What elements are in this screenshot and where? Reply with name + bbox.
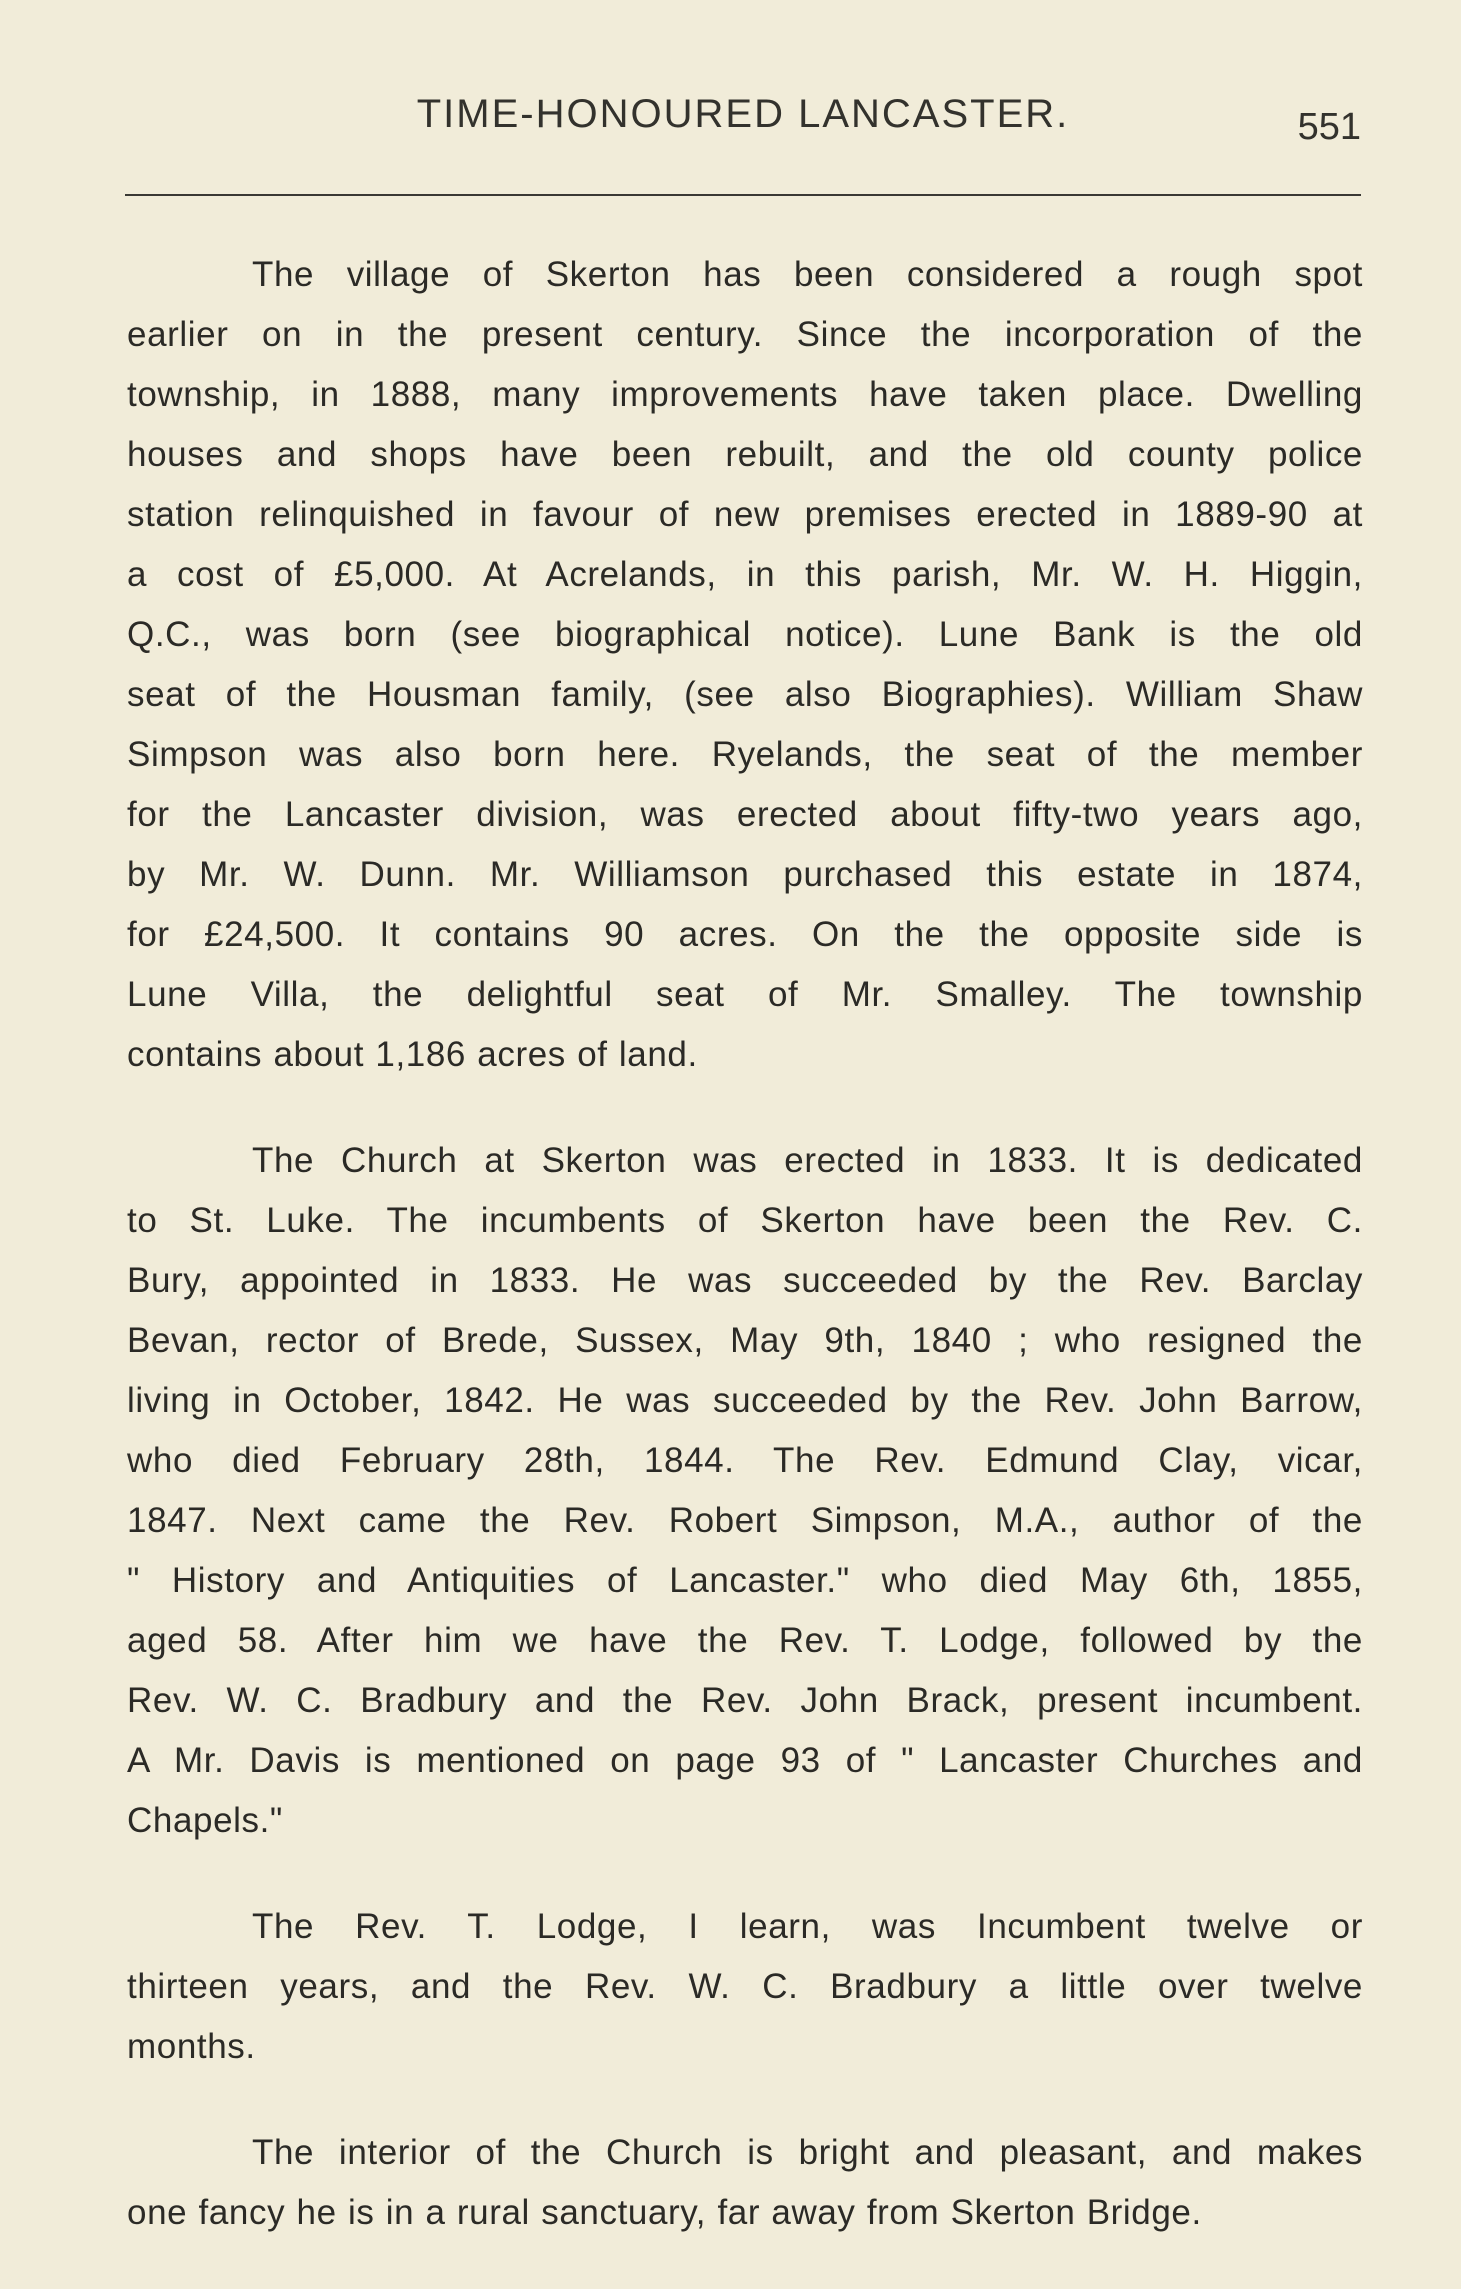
text-line: seat of the Housman family, (see also Biographies). William Shaw (127, 675, 1363, 714)
text-line: 1847. Next came the Rev. Robert Simpson, M.A., author of the (127, 1501, 1363, 1540)
text-line: for £24,500. It contains 90 acres. On the the opposite side is (127, 915, 1363, 954)
text-line: houses and shops have been rebuilt, and the old county police (127, 435, 1363, 474)
text-line: living in October, 1842. He was succeeded by the Rev. John Barrow, (127, 1381, 1363, 1420)
text-line: for the Lancaster division, was erected about fifty-two years ago, (127, 795, 1363, 834)
text-line: aged 58. After him we have the Rev. T. Lodge, followed by the (127, 1621, 1363, 1660)
text-line: a cost of £5,000. At Acrelands, in this parish, Mr. W. H. Higgin, (127, 555, 1363, 594)
text-line: The interior of the Church is bright and pleasant, and makes (252, 2133, 1363, 2172)
header-rule (125, 194, 1361, 196)
text-line: to St. Luke. The incumbents of Skerton have been the Rev. C. (127, 1201, 1363, 1240)
text-line: Chapels." (127, 1801, 283, 1840)
text-line: thirteen years, and the Rev. W. C. Bradbury a little over twelve (127, 1967, 1363, 2006)
text-line: one fancy he is in a rural sanctuary, far away from Skerton Bridge. (127, 2193, 1202, 2232)
text-line: contains about 1,186 acres of land. (127, 1035, 698, 1074)
text-line: by Mr. W. Dunn. Mr. Williamson purchased this estate in 1874, (127, 855, 1363, 894)
page-number: 551 (1297, 106, 1361, 148)
body-text (127, 245, 1363, 2289)
running-head (125, 88, 1361, 148)
paragraph-skerton-village (127, 245, 1363, 1085)
text-line: Q.C., was born (see biographical notice). Lune Bank is the old (127, 615, 1363, 654)
text-line: A Mr. Davis is mentioned on page 93 of " Lancaster Churches and (127, 1741, 1363, 1780)
text-line: who died February 28th, 1844. The Rev. Edmund Clay, vicar, (127, 1441, 1363, 1480)
text-line: township, in 1888, many improvements have taken place. Dwelling (127, 375, 1363, 414)
text-line: earlier on in the present century. Since the incorporation of the (127, 315, 1363, 354)
text-line: months. (127, 2027, 256, 2066)
text-line: Simpson was also born here. Ryelands, the seat of the member (127, 735, 1363, 774)
text-line: Bury, appointed in 1833. He was succeeded by the Rev. Barclay (127, 1261, 1363, 1300)
text-line: The village of Skerton has been considered a rough spot (252, 255, 1363, 294)
text-line: station relinquished in favour of new premises erected in 1889-90 at (127, 495, 1363, 534)
paragraph-incumbents-tenure (127, 1897, 1363, 2077)
text-line: " History and Antiquities of Lancaster." who died May 6th, 1855, (127, 1561, 1363, 1600)
paragraph-church-interior (127, 2123, 1363, 2243)
text-line: The Rev. T. Lodge, I learn, was Incumbent twelve or (252, 1907, 1363, 1946)
text-line: Bevan, rector of Brede, Sussex, May 9th, 1840 ; who resigned the (127, 1321, 1363, 1360)
paragraph-skerton-church (127, 1131, 1363, 1851)
text-line: Rev. W. C. Bradbury and the Rev. John Brack, present incumbent. (127, 1681, 1363, 1720)
text-line: Lune Villa, the delightful seat of Mr. Smalley. The township (127, 975, 1363, 1014)
running-title: TIME-HONOURED LANCASTER. (416, 92, 1070, 136)
text-line: The Church at Skerton was erected in 1833. It is dedicated (252, 1141, 1363, 1180)
